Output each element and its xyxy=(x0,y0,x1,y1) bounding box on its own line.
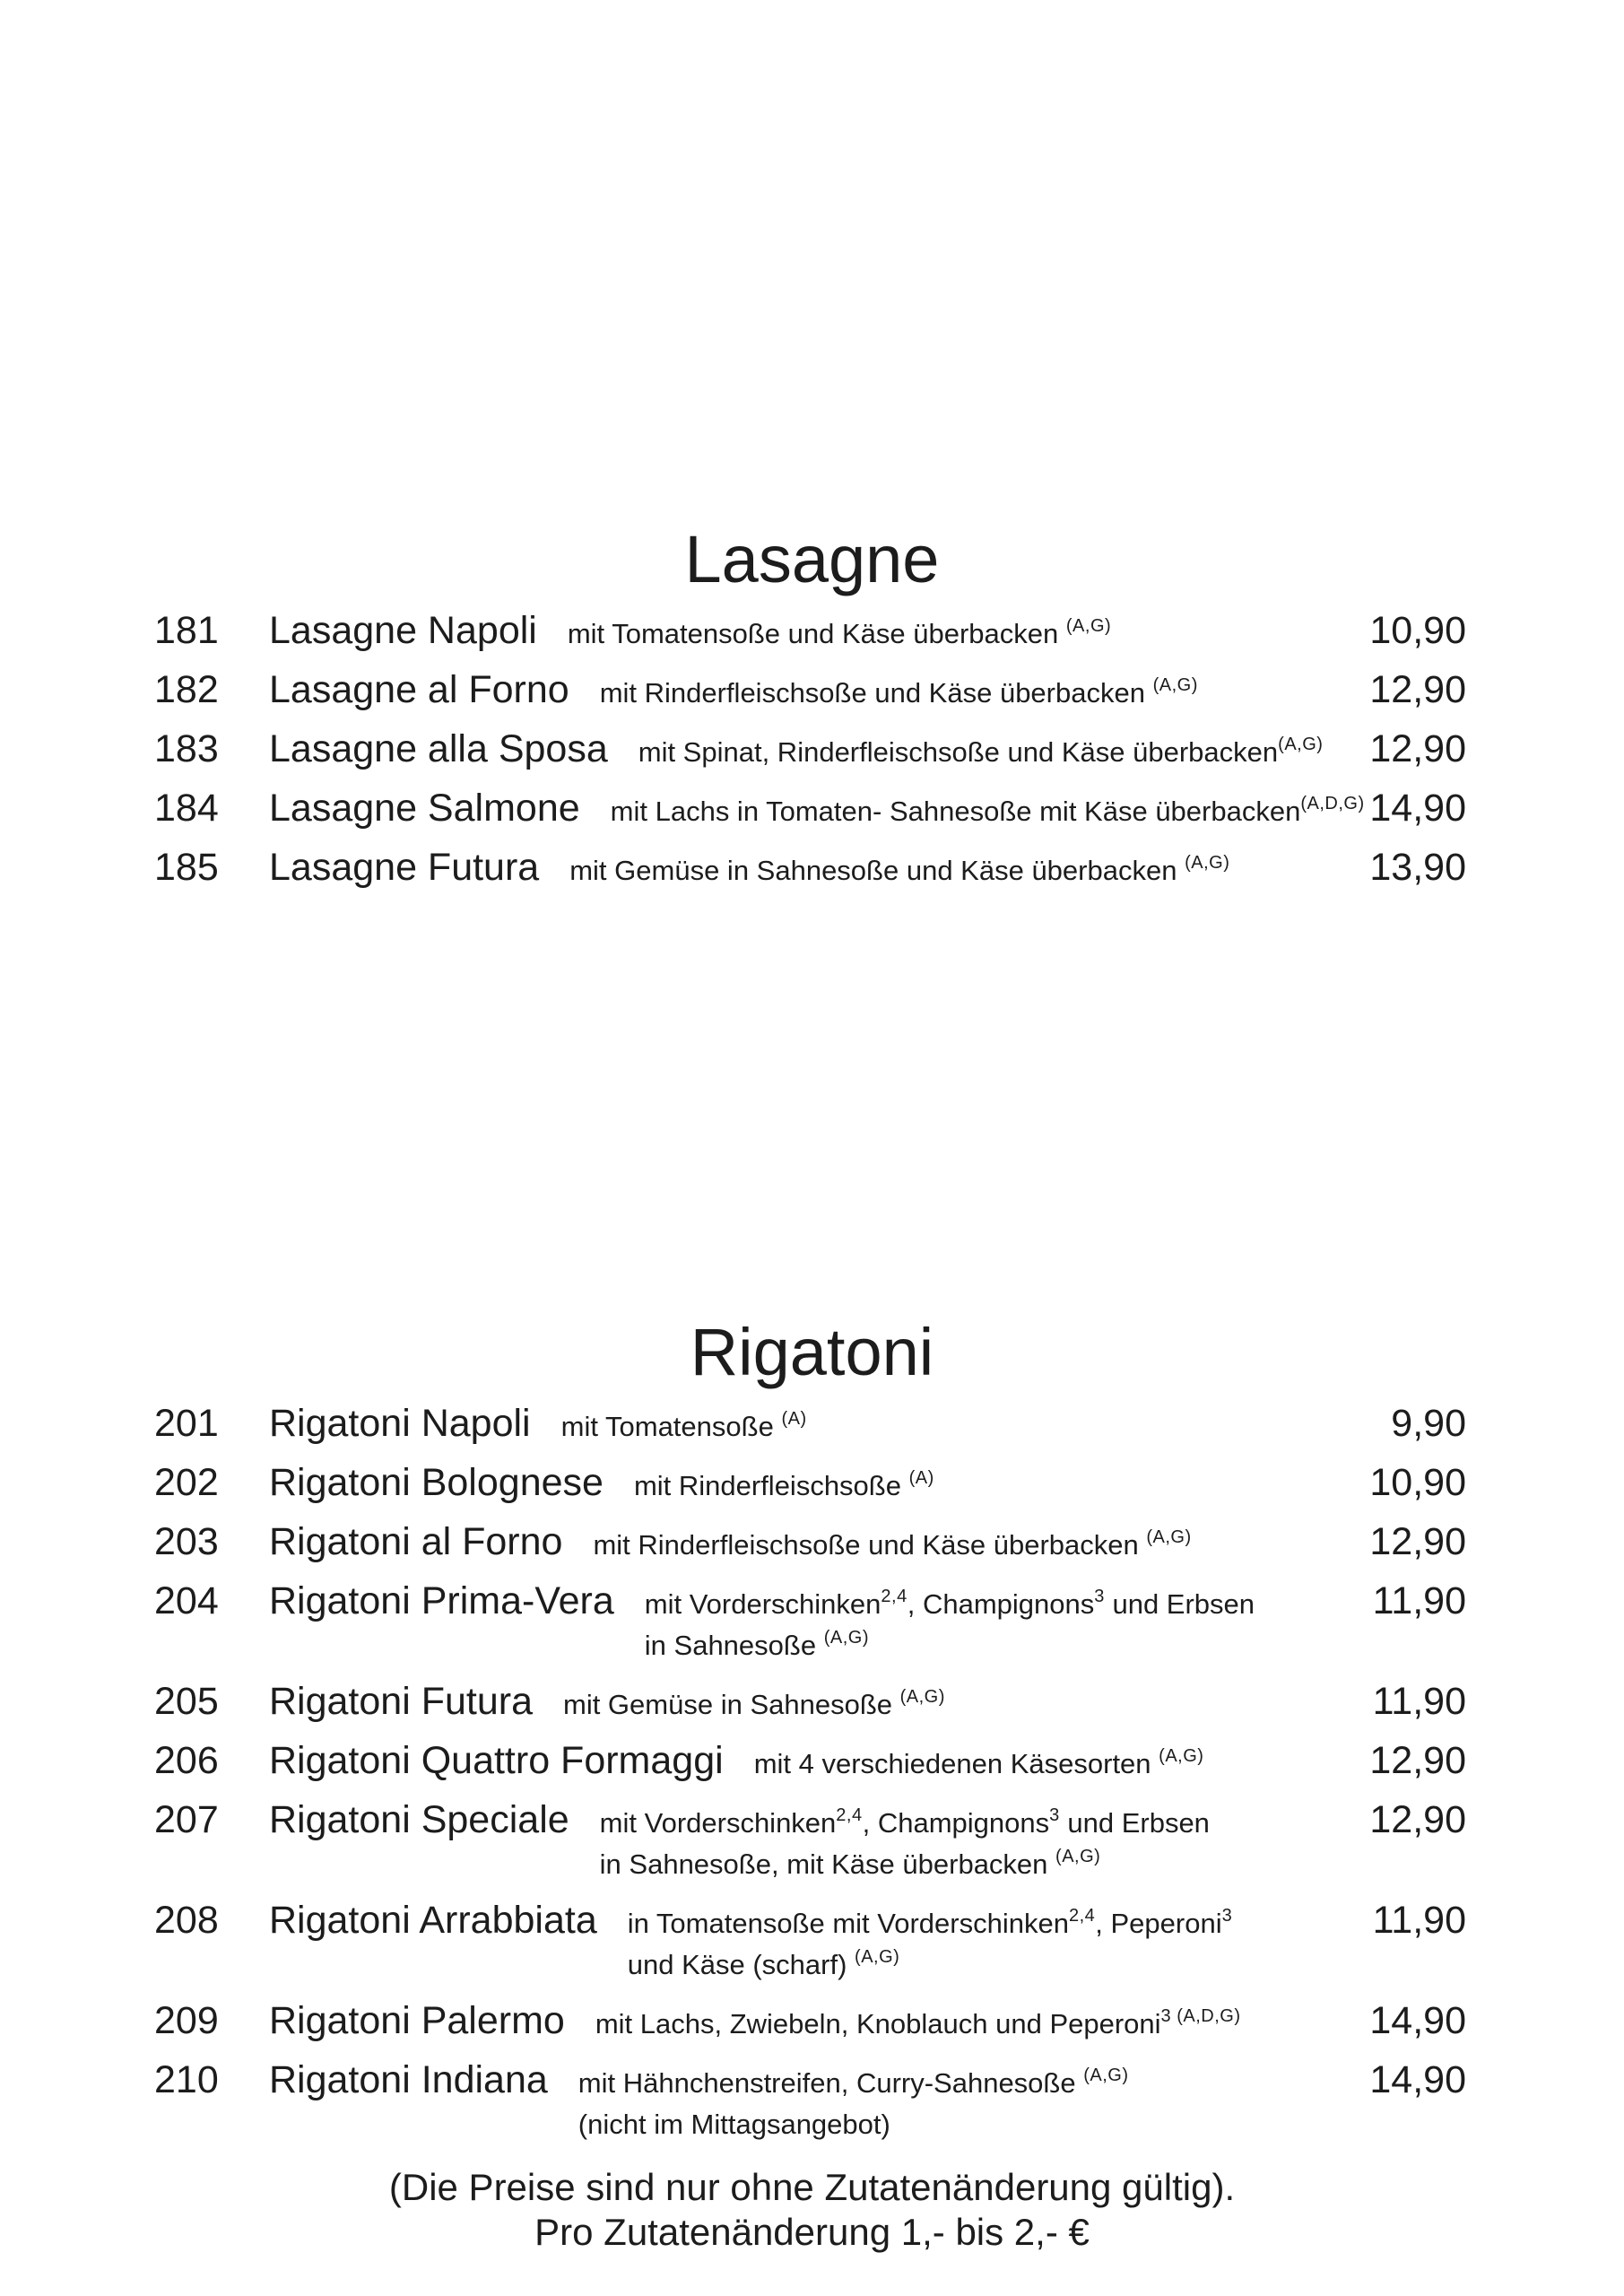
item-name: Rigatoni Palermo xyxy=(269,1999,565,2042)
rigatoni-items xyxy=(0,1403,1624,2144)
item-price: 12,90 xyxy=(1369,1739,1466,1782)
section-title-lasagne: Lasagne xyxy=(684,522,940,596)
item-description-line: mit Tomatensoße $^{(A)}$ xyxy=(560,1409,807,1442)
allergen-or-additive-superscript: (A,G) xyxy=(1055,1847,1101,1866)
item-price: 12,90 xyxy=(1369,1798,1466,1841)
allergen-or-additive-superscript: (A,D,G) xyxy=(1171,2006,1241,2026)
item-description xyxy=(611,793,1370,834)
item-price: 11,90 xyxy=(1372,1579,1466,1622)
item-number: 183 xyxy=(154,727,219,770)
item-name: Lasagne alla Sposa xyxy=(269,727,608,770)
item-description-line: mit Gemüse in Sahnesoße $^{(A,G)}$ xyxy=(563,1687,945,1720)
item-price: 14,90 xyxy=(1369,1999,1466,2042)
item-name: Rigatoni Prima-Vera xyxy=(269,1579,614,1622)
item-name: Rigatoni Arrabbiata xyxy=(269,1899,597,1942)
item-price: 12,90 xyxy=(1369,1520,1466,1563)
item-number: 209 xyxy=(154,1999,219,2042)
menu-item-row xyxy=(0,1580,1624,1668)
item-description-line: mit Hähnchenstreifen, Curry-Sahnesoße $^{(A,G)}$ xyxy=(578,2066,1129,2099)
item-description-line: mit Lachs, Zwiebeln, Knoblauch und Peperoni$^3$ $^{(A,D,G)}$ xyxy=(595,2006,1241,2039)
item-description-line: mit Rinderfleischsoße und Käse überbacken $^{(A,G)}$ xyxy=(599,675,1198,709)
menu-item-row xyxy=(0,2000,1624,2047)
item-description xyxy=(563,1686,1373,1727)
item-price: 12,90 xyxy=(1369,668,1466,711)
item-description-line: (nicht im Mittagsangebot) xyxy=(578,2109,890,2140)
item-name: Lasagne Futura xyxy=(269,846,540,889)
menu-item-row xyxy=(0,2059,1624,2144)
menu-item-row xyxy=(0,669,1624,716)
item-number: 210 xyxy=(154,2058,219,2101)
item-price: 10,90 xyxy=(1369,609,1466,652)
allergen-or-additive-superscript: 2,4 xyxy=(881,1587,908,1606)
menu-item-row xyxy=(0,1403,1624,1449)
item-description xyxy=(593,1526,1369,1568)
item-description-line: mit 4 verschiedenen Käsesorten $^{(A,G)}$ xyxy=(753,1746,1204,1779)
menu-item-row xyxy=(0,1799,1624,1887)
menu-footer xyxy=(0,2165,1624,2255)
allergen-or-additive-superscript: 3 xyxy=(1049,1805,1060,1825)
item-number: 201 xyxy=(154,1402,219,1445)
item-description-line: mit Rinderfleischsoße und Käse überbacken $^{(A,G)}$ xyxy=(593,1527,1192,1561)
section-title-rigatoni: Rigatoni xyxy=(690,1315,934,1389)
section-rigatoni xyxy=(0,1313,1624,2144)
menu-item-row xyxy=(0,1681,1624,1727)
allergen-or-additive-superscript: 2,4 xyxy=(1068,1906,1096,1926)
allergen-or-additive-superscript: (A,G) xyxy=(1146,1527,1192,1547)
footer-ingredient-change-note: Pro Zutatenänderung 1,- bis 2,- € xyxy=(534,2211,1090,2253)
allergen-or-additive-superscript: (A,G) xyxy=(1083,2066,1129,2085)
item-description-line: mit Tomatensoße und Käse überbacken $^{(A,G)}$ xyxy=(567,616,1112,649)
allergen-or-additive-superscript: (A,G) xyxy=(1159,1746,1204,1766)
allergen-or-additive-superscript: 3 xyxy=(1221,1906,1233,1926)
allergen-or-additive-superscript: 3 xyxy=(1094,1587,1105,1606)
item-description-line: mit Lachs in Tomaten- Sahnesoße mit Käse überbacken$^{(A,D,G)}$ xyxy=(610,794,1365,827)
item-description xyxy=(569,852,1369,893)
item-number: 205 xyxy=(154,1680,219,1723)
item-description xyxy=(561,1408,1392,1449)
item-number: 182 xyxy=(154,668,219,711)
allergen-or-additive-superscript: (A,G) xyxy=(1278,735,1324,754)
item-name: Lasagne al Forno xyxy=(269,668,569,711)
item-number: 203 xyxy=(154,1520,219,1563)
item-description-line: in Tomatensoße mit Vorderschinken$^{2,4}$, Peperoni$^3$ xyxy=(627,1906,1233,1939)
item-name: Rigatoni Napoli xyxy=(269,1402,531,1445)
item-number: 184 xyxy=(154,787,219,830)
item-number: 181 xyxy=(154,609,219,652)
item-name: Rigatoni Quattro Formaggi xyxy=(269,1739,724,1782)
allergen-or-additive-superscript: 3 xyxy=(1160,2006,1172,2026)
item-description-line: mit Gemüse in Sahnesoße und Käse überbacken $^{(A,G)}$ xyxy=(569,853,1230,886)
item-description xyxy=(634,1467,1369,1509)
item-description xyxy=(754,1745,1370,1787)
item-description xyxy=(645,1586,1373,1668)
menu-item-row xyxy=(0,610,1624,657)
allergen-or-additive-superscript: (A) xyxy=(781,1409,807,1429)
lasagne-items xyxy=(0,610,1624,893)
footer-price-validity-note: (Die Preise sind nur ohne Zutatenänderung gültig). xyxy=(388,2166,1236,2208)
item-name: Rigatoni Indiana xyxy=(269,2058,548,2101)
item-name: Lasagne Salmone xyxy=(269,787,580,830)
allergen-or-additive-superscript: (A) xyxy=(908,1468,934,1488)
item-description xyxy=(578,2065,1370,2144)
menu-item-row xyxy=(0,1462,1624,1509)
menu-item-row xyxy=(0,787,1624,834)
item-price: 14,90 xyxy=(1369,787,1466,830)
item-number: 202 xyxy=(154,1461,219,1504)
item-number: 207 xyxy=(154,1798,219,1841)
item-name: Rigatoni al Forno xyxy=(269,1520,563,1563)
item-description xyxy=(600,674,1370,716)
item-name: Rigatoni Speciale xyxy=(269,1798,569,1841)
item-price: 14,90 xyxy=(1369,2058,1466,2101)
menu-item-row xyxy=(0,1740,1624,1787)
item-name: Rigatoni Bolognese xyxy=(269,1461,604,1504)
item-description xyxy=(568,615,1370,657)
item-description-line: mit Rinderfleischsoße $^{(A)}$ xyxy=(633,1468,934,1501)
item-description xyxy=(595,2005,1370,2047)
allergen-or-additive-superscript: (A,G) xyxy=(1152,675,1198,695)
item-description xyxy=(638,734,1370,775)
menu-item-row xyxy=(0,1521,1624,1568)
item-price: 11,90 xyxy=(1372,1899,1466,1942)
item-number: 208 xyxy=(154,1899,219,1942)
item-price: 9,90 xyxy=(1391,1402,1466,1445)
allergen-or-additive-superscript: (A,G) xyxy=(1065,616,1112,636)
item-price: 10,90 xyxy=(1369,1461,1466,1504)
item-description-line: und Käse (scharf) $^{(A,G)}$ xyxy=(627,1947,900,1980)
item-name: Lasagne Napoli xyxy=(269,609,537,652)
item-description-line: in Sahnesoße $^{(A,G)}$ xyxy=(644,1628,869,1661)
item-description-line: in Sahnesoße, mit Käse überbacken $^{(A,G)}$ xyxy=(599,1847,1101,1880)
item-number: 206 xyxy=(154,1739,219,1782)
item-price: 13,90 xyxy=(1369,846,1466,889)
item-description xyxy=(600,1805,1370,1887)
item-name: Rigatoni Futura xyxy=(269,1680,533,1723)
item-description xyxy=(628,1905,1373,1987)
item-description-line: mit Vorderschinken$^{2,4}$, Champignons$^3$ und Erbsen xyxy=(599,1805,1210,1839)
menu-item-row xyxy=(0,728,1624,775)
allergen-or-additive-superscript: (A,G) xyxy=(899,1687,945,1707)
item-description-line: mit Spinat, Rinderfleischsoße und Käse überbacken$^{(A,G)}$ xyxy=(638,735,1324,768)
item-price: 12,90 xyxy=(1369,727,1466,770)
allergen-or-additive-superscript: (A,G) xyxy=(1185,853,1230,873)
menu-item-row xyxy=(0,847,1624,893)
section-lasagne xyxy=(0,520,1624,893)
allergen-or-additive-superscript: (A,D,G) xyxy=(1300,794,1365,813)
menu-item-row xyxy=(0,1900,1624,1987)
allergen-or-additive-superscript: (A,G) xyxy=(855,1947,900,1967)
allergen-or-additive-superscript: (A,G) xyxy=(823,1628,869,1648)
item-number: 185 xyxy=(154,846,219,889)
item-number: 204 xyxy=(154,1579,219,1622)
allergen-or-additive-superscript: 2,4 xyxy=(836,1805,863,1825)
item-description-line: mit Vorderschinken$^{2,4}$, Champignons$^3$ und Erbsen xyxy=(644,1587,1255,1620)
item-price: 11,90 xyxy=(1372,1680,1466,1723)
